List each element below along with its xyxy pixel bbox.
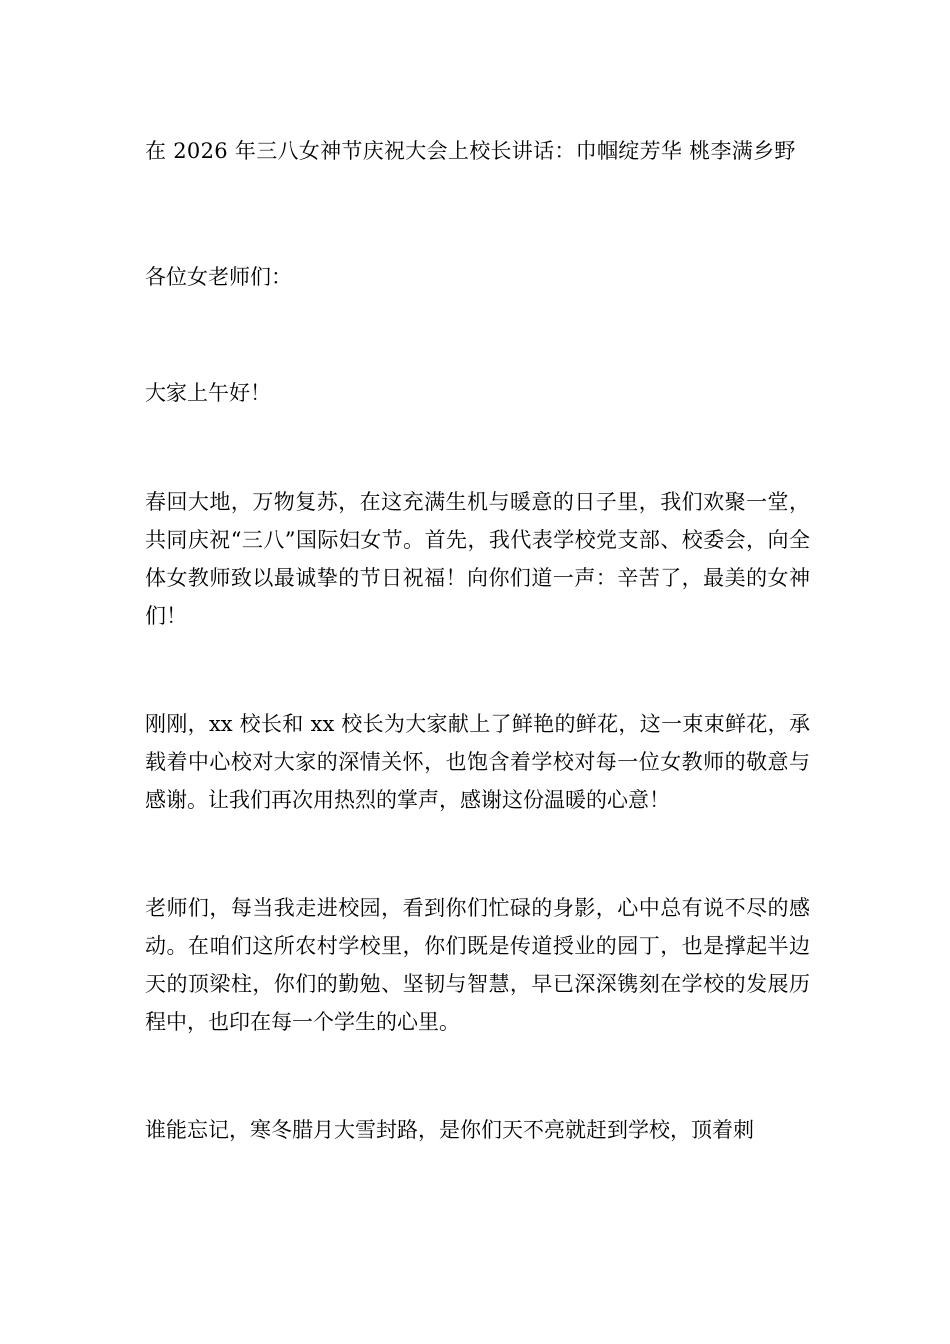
document-body <box>145 132 810 1219</box>
document-title: 在 2026 年三八女神节庆祝大会上校长讲话：巾帼绽芳华 桃李满乡野 <box>145 139 796 163</box>
greeting: 大家上午好！ <box>145 381 271 405</box>
paragraph: 春回大地，万物复苏，在这充满生机与暖意的日子里，我们欢聚一堂，共同庆祝“三八”国际妇女节。首先，我代表学校党支部、校委会，向全体女教师致以最诚挚的节日祝福！向你们道一声：辛苦了，最美的女神们！ <box>145 490 810 628</box>
paragraph: 谁能忘记，寒冬腊月大雪封路，是你们天不亮就赶到学校，顶着刺 <box>145 1118 754 1142</box>
paragraph: 老师们，每当我走进校园，看到你们忙碌的身影，心中总有说不尽的感动。在咱们这所农村学校里，你们既是传道授业的园丁，也是撑起半边天的顶梁柱，你们的勤勉、坚韧与智慧，早已深深镌刻在学校的发展历程中，也印在每一个学生的心里。 <box>145 896 810 1034</box>
paragraph: 刚刚，xx 校长和 xx 校长为大家献上了鲜艳的鲜花，这一束束鲜花，承载着中心校对大家的深情关怀，也饱含着学校对每一位女教师的敬意与感谢。让我们再次用热烈的掌声，感谢这份温暖的心意！ <box>145 712 810 812</box>
salutation: 各位女老师们： <box>145 265 292 289</box>
